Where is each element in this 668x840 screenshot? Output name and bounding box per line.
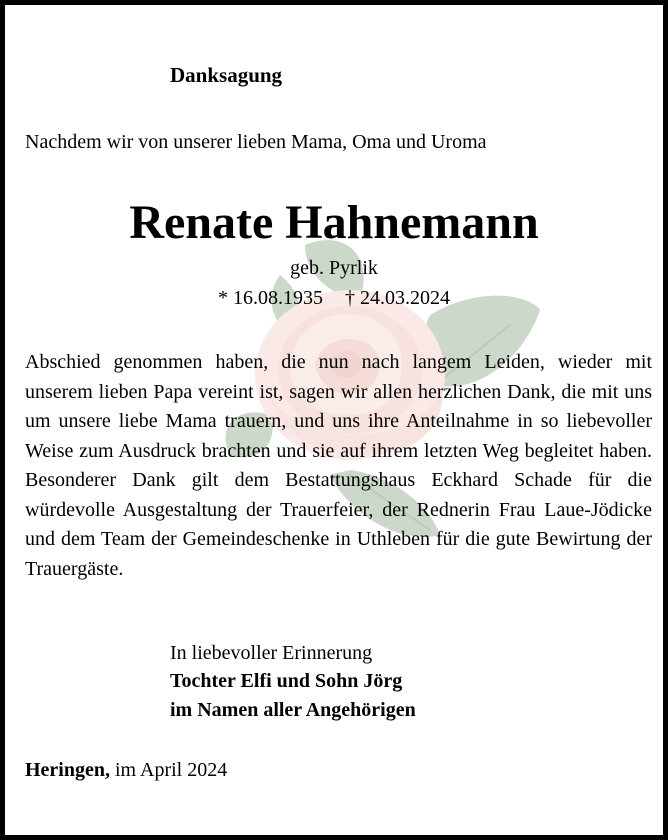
deceased-name: Renate Hahnemann: [129, 196, 539, 249]
memory-line: In liebevoller Erinnerung: [170, 642, 373, 664]
birth-name: geb. Pyrlik: [290, 257, 378, 279]
body-text: Abschied genommen haben, die nun nach langem Leiden, wieder mit unserem lieben Papa vereint ist, sagen wir allen herzlichen Dank, die mit uns um unsere liebe Mama trauern, und uns ihre Anteilnahme in so liebevoller Weise zum Ausdruck brachten und sie auf ihrem letzten Weg begleitet haben. Besonderer Dank gilt dem Bestattungshaus Eckhard Schade für die würdevolle Ausgestaltung der Trauerfeier, der Rednerin Frau Laue-Jödicke und dem Team der Gemeindeschenke in Uthleben für die gute Bewirtung der Trauergäste.: [25, 351, 652, 580]
heading: Danksagung: [170, 63, 283, 87]
place-date-line: [25, 759, 227, 782]
place: Heringen,: [25, 759, 110, 781]
birth-date: * 16.08.1935: [218, 287, 323, 309]
date: im April 2024: [110, 759, 228, 781]
death-date: † 24.03.2024: [345, 287, 450, 309]
intro-line: Nachdem wir von unserer lieben Mama, Oma und Uroma: [25, 131, 487, 153]
signed-by-family: im Namen aller Angehörigen: [170, 699, 416, 721]
signed-by-children: Tochter Elfi und Sohn Jörg: [170, 670, 403, 692]
life-dates: [5, 287, 663, 310]
